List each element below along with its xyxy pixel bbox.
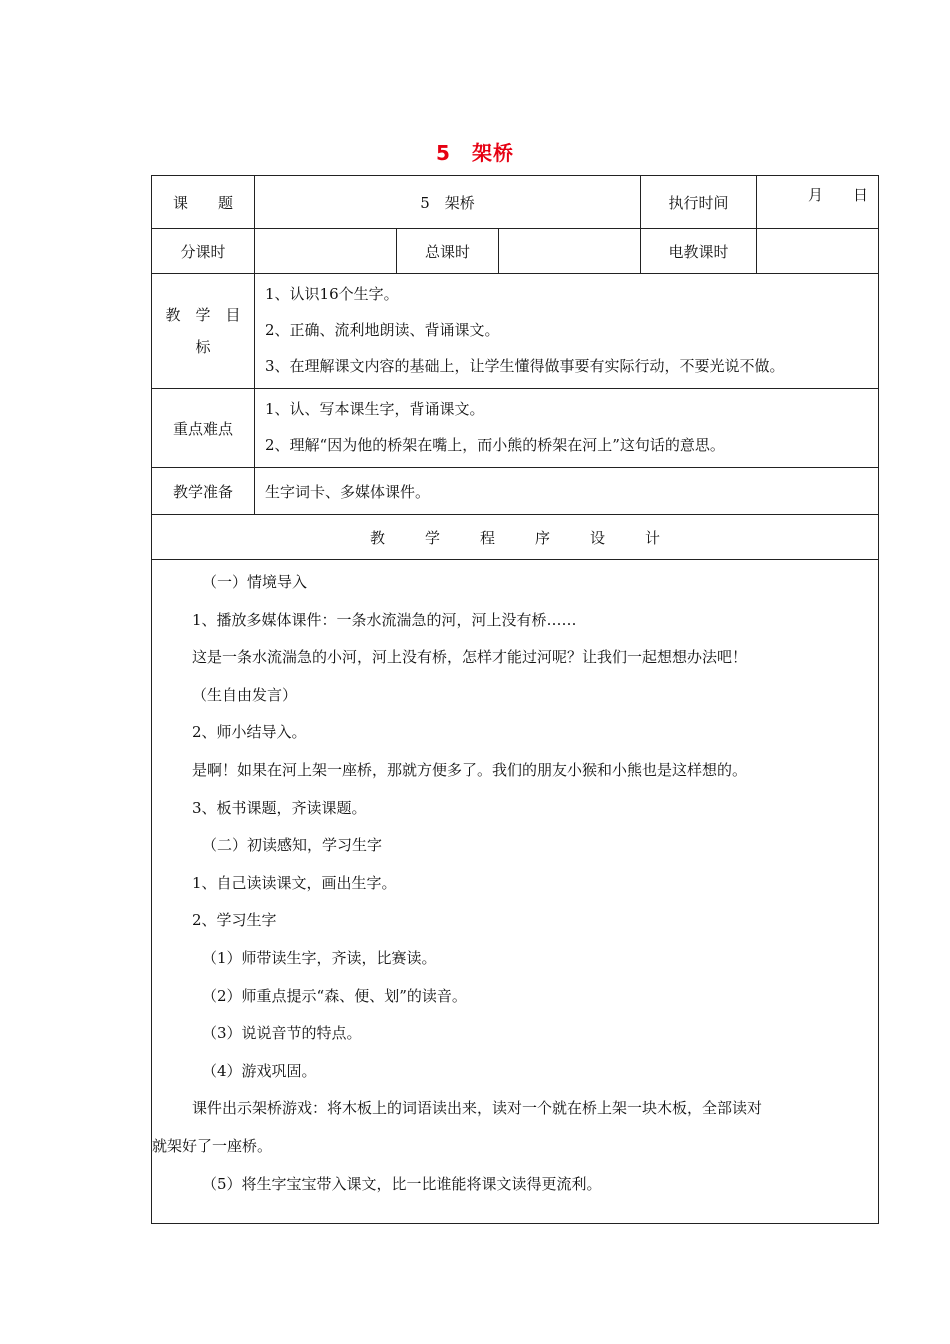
procedure-line: （1）师带读生字，齐读，比赛读。 bbox=[202, 948, 437, 967]
objectives-list bbox=[255, 274, 879, 389]
procedure-line: （2）师重点提示“森、便、划”的读音。 bbox=[202, 986, 467, 1005]
page-title: 5 架桥 bbox=[436, 141, 514, 165]
key-point-item: 1、认、写本课生字，背诵课文。 bbox=[265, 400, 485, 418]
procedure-line: （4）游戏巩固。 bbox=[202, 1061, 317, 1080]
exec-time-value: 月 日 bbox=[757, 176, 879, 229]
objectives-label bbox=[152, 274, 255, 389]
procedure-line: 这是一条水流湍急的小河，河上没有桥，怎样才能过河呢？让我们一起想想办法吧！ bbox=[192, 648, 748, 667]
exec-time-label: 执行时间 bbox=[641, 176, 757, 229]
objective-item: 2、正确、流利地朗读、背诵课文。 bbox=[265, 321, 500, 339]
topic-value: 5 架桥 bbox=[255, 176, 641, 229]
procedure-list bbox=[152, 564, 858, 1203]
procedure-line: 课件出示架桥游戏：将木板上的词语读出来，读对一个就在桥上架一块木板，全部读对 bbox=[192, 1099, 763, 1118]
key-points-list bbox=[255, 389, 879, 468]
objectives-label-line1: 教 学 目 bbox=[165, 306, 241, 324]
topic-row bbox=[152, 176, 879, 229]
procedure-line: 2、学习生字 bbox=[192, 911, 277, 930]
procedure-line: 2、师小结导入。 bbox=[192, 723, 307, 742]
preparation-label: 教学准备 bbox=[152, 468, 255, 515]
preparation-row bbox=[152, 468, 879, 515]
sub-hours-value bbox=[255, 229, 397, 274]
objective-item: 1、认识16个生字。 bbox=[265, 285, 399, 303]
procedure-body bbox=[152, 560, 879, 1224]
procedure-line: 3、板书课题，齐读课题。 bbox=[192, 798, 367, 817]
objective-item: 3、在理解课文内容的基础上，让学生懂得做事要有实际行动，不要光说不做。 bbox=[265, 357, 785, 375]
topic-label: 课 题 bbox=[152, 176, 255, 229]
procedure-line: （一）情境导入 bbox=[202, 573, 308, 591]
total-hours-value bbox=[499, 229, 641, 274]
lesson-plan-table bbox=[151, 175, 879, 1224]
procedure-heading: 教学程序设计 bbox=[152, 515, 879, 560]
total-hours-label: 总课时 bbox=[397, 229, 499, 274]
objectives-row bbox=[152, 274, 879, 389]
procedure-line: （3）说说音节的特点。 bbox=[202, 1024, 362, 1043]
key-point-item: 2、理解“因为他的桥架在嘴上，而小熊的桥架在河上”这句话的意思。 bbox=[265, 436, 725, 454]
procedure-line: （生自由发言） bbox=[192, 685, 298, 704]
procedure-line: 1、播放多媒体课件：一条水流湍急的河，河上没有桥…… bbox=[192, 610, 577, 629]
hours-row bbox=[152, 229, 879, 274]
procedure-line: 是啊！如果在河上架一座桥，那就方便多了。我们的朋友小猴和小熊也是这样想的。 bbox=[192, 760, 748, 779]
key-points-row bbox=[152, 389, 879, 468]
e-hours-label: 电教课时 bbox=[641, 229, 757, 274]
procedure-line: （二）初读感知，学习生字 bbox=[202, 836, 383, 855]
key-points-label: 重点难点 bbox=[152, 389, 255, 468]
objectives-label-line2: 标 bbox=[195, 338, 211, 356]
procedure-heading-row bbox=[152, 515, 879, 560]
sub-hours-label: 分课时 bbox=[152, 229, 255, 274]
procedure-line: 1、自己读读课文，画出生字。 bbox=[192, 873, 397, 892]
procedure-row bbox=[152, 560, 879, 1224]
procedure-line: （5）将生字宝宝带入课文，比一比谁能将课文读得更流利。 bbox=[202, 1174, 602, 1193]
e-hours-value bbox=[757, 229, 879, 274]
procedure-line: 就架好了一座桥。 bbox=[152, 1136, 273, 1155]
preparation-value: 生字词卡、多媒体课件。 bbox=[255, 468, 879, 515]
